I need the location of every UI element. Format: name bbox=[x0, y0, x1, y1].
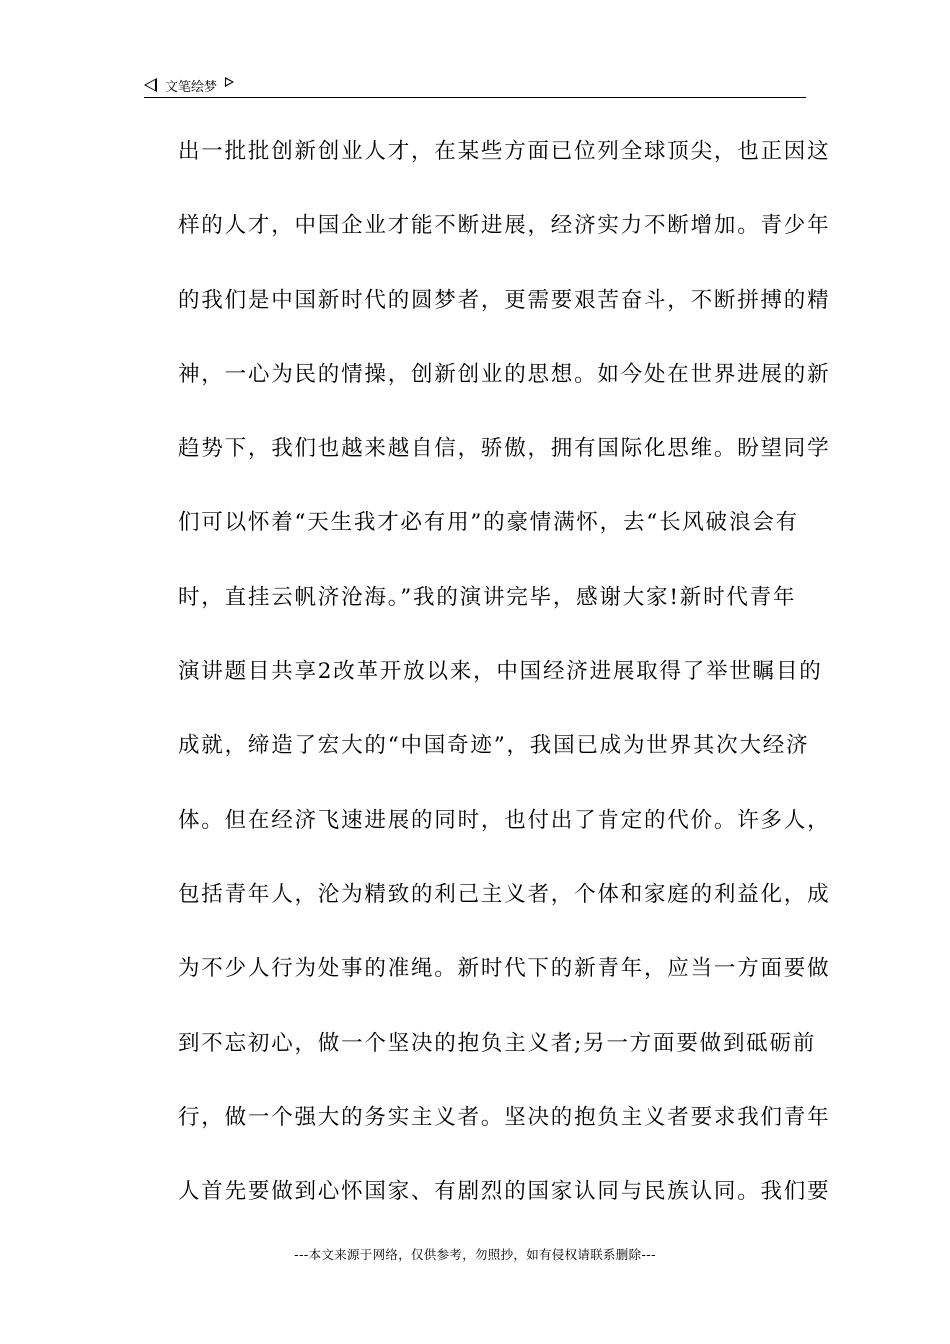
body-line: 趋势下，我们也越来越自信，骄傲，拥有国际化思维。盼望同学 bbox=[178, 436, 831, 462]
body-line: 人首先要做到心怀国家、有剧烈的国家认同与民族认同。我们要 bbox=[178, 1179, 831, 1205]
body-line: 神，一心为民的情操，创新创业的思想。如今处在世界进展的新 bbox=[178, 361, 831, 387]
body-line: 到不忘初心，做一个坚决的抱负主义者;另一方面要做到砥砺前 bbox=[178, 1030, 817, 1056]
body-line: 成就，缔造了宏大的“中国奇迹”，我国已成为世界其次大经济 bbox=[178, 733, 810, 759]
body-line: 为不少人行为处事的准绳。新时代下的新青年，应当一方面要做 bbox=[178, 956, 831, 982]
footer-notice: ---本文来源于网络，仅供参考，勿照抄，如有侵权请联系删除--- bbox=[294, 1247, 656, 1262]
body-line: 出一批批创新创业人才，在某些方面已位列全球顶尖，也正因这 bbox=[178, 139, 831, 164]
body-line: 包括青年人，沦为精致的利己主义者，个体和家庭的利益化，成 bbox=[178, 881, 831, 907]
triangle-right-icon bbox=[225, 77, 234, 87]
body-line: 演讲题目共享2改革开放以来，中国经济进展取得了举世瞩目的 bbox=[178, 659, 823, 685]
header-divider bbox=[144, 97, 806, 98]
document-body bbox=[178, 128, 831, 1242]
header-title: 文笔绘梦 bbox=[165, 79, 218, 95]
body-line: 时，直挂云帆济沧海。”我的演讲完毕，感谢大家!新时代青年 bbox=[178, 584, 797, 610]
body-line: 行，做一个强大的务实主义者。坚决的抱负主义者要求我们青年 bbox=[178, 1104, 831, 1130]
body-line: 们可以怀着“天生我才必有用”的豪情满怀，去“长风破浪会有 bbox=[178, 510, 799, 536]
triangle-left-icon bbox=[144, 78, 157, 92]
body-line: 的我们是中国新时代的圆梦者，更需要艰苦奋斗，不断拼搏的精 bbox=[178, 287, 831, 313]
body-line: 体。但在经济飞速进展的同时，也付出了肯定的代价。许多人， bbox=[178, 807, 831, 833]
body-line: 样的人才，中国企业才能不断进展，经济实力不断增加。青少年 bbox=[178, 213, 831, 239]
page-header bbox=[144, 74, 234, 96]
